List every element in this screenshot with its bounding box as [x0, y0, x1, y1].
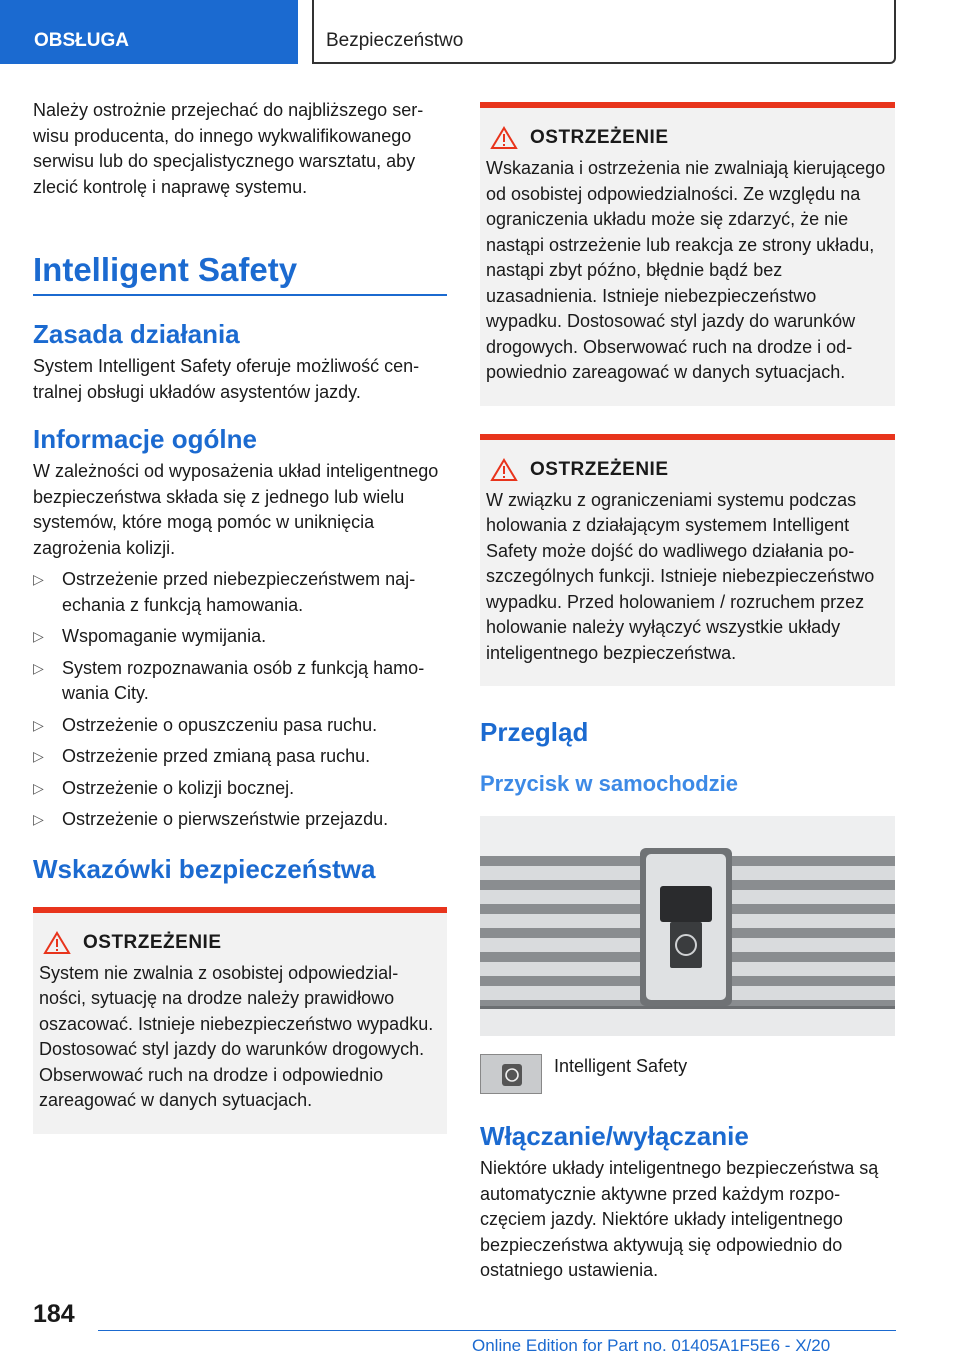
- warning-box: [33, 907, 447, 1134]
- principle-heading: Zasada działania: [33, 319, 240, 349]
- list-item: ▷ System rozpoznawania osób z funkcją hamowania City.: [33, 657, 425, 703]
- warning-triangle-icon: [486, 126, 526, 150]
- left-column: [33, 98, 447, 1134]
- list-item: ▷ Wspomaganie wymijania.: [33, 624, 447, 650]
- dashboard-photo: [480, 816, 895, 1036]
- warning-box: [480, 434, 895, 687]
- triangle-bullet-icon: ▷: [33, 779, 44, 796]
- list-item: ▷ Ostrzeżenie o kolizji bocznej.: [33, 776, 447, 802]
- footer-divider: [98, 1330, 896, 1331]
- warning-triangle-icon: [486, 458, 526, 482]
- edition-footer: Online Edition for Part no. 01405A1F5E6 - X/20: [472, 1336, 831, 1355]
- system-list: [33, 567, 447, 833]
- intro-paragraph: Należy ostrożnie przejechać do najbliższego serwisu producenta, do innego wykwalifikowanego serwisu lub do specjalistycznego warsztatu, aby zlecić kontrolę i naprawę systemu.: [33, 100, 424, 197]
- triangle-bullet-icon: ▷: [33, 748, 44, 764]
- list-item: ▷ Ostrzeżenie przed zmianą pasa ruchu.: [33, 744, 447, 770]
- page-title: Intelligent Safety: [33, 250, 447, 296]
- section-tab: [0, 0, 298, 64]
- warning-text: System nie zwalnia z osobistej odpowiedzialności, sytuację na drodze należy prawidłowo oszacować. Istnieje niebezpieczeństwo wypadku. Dostosować styl jazdy do warunków drogowych. Obserwować ruch na drodze i odpowiednio zareagować w danych sytuacjach.: [39, 962, 434, 1110]
- onoff-paragraph: Niektóre układy inteligentnego bezpieczeństwa są automatycznie aktywne przed każdym rozpoczęciem jazdy. Niektóre układy inteligentnego bezpieczeństwa aktywują się odpowiednio do ostatniego ustawienia.: [480, 1158, 879, 1280]
- triangle-bullet-icon: ▷: [33, 659, 44, 676]
- vent-illustration: [480, 816, 895, 1036]
- button-label: Intelligent Safety: [554, 1056, 688, 1076]
- triangle-bullet-icon: ▷: [33, 571, 44, 587]
- principle-paragraph: System Intelligent Safety oferuje możliwość centralnej obsługi układów asystentów jazdy.: [33, 356, 420, 402]
- warning-box: [480, 102, 895, 406]
- general-paragraph: W zależności od wyposażenia układ inteligentnego bezpieczeństwa składa się z jednego lub wielu systemów, które mogą pomóc w uniknięcia zagrożenia kolizji.: [33, 461, 439, 558]
- list-item: ▷ Ostrzeżenie o opuszczeniu pasa ruchu.: [33, 713, 447, 739]
- list-item: ▷ Ostrzeżenie przed niebezpieczeństwem najechania z funkcją hamowania.: [33, 569, 416, 615]
- section-label: OBSŁUGA: [34, 30, 129, 51]
- button-heading: Przycisk w samochodzie: [480, 771, 738, 796]
- triangle-bullet-icon: ▷: [33, 628, 44, 644]
- safety-heading: Wskazówki bezpieczeństwa: [33, 853, 376, 884]
- warning-text: Wskazania i ostrzeżenia nie zwalniają kierującego od osobistej odpowiedzialności. Ze względu na ograniczenia układu może się zdarzyć, że nie nastąpi ostrzeżenie lub reakcja ze strony układu, nastąpi zbyt późno, błędnie bądź bez uzasadnienia. Istnieje niebezpieczeństwo wypadku. Dostosować styl jazdy do warunków drogowych. Obserwować ruch na drodze i odpowiednio zareagować w danych sytuacjach.: [486, 158, 886, 382]
- list-item: ▷ Ostrzeżenie o pierwszeństwie przejazdu.: [33, 807, 447, 833]
- triangle-bullet-icon: ▷: [33, 811, 44, 827]
- general-heading: Informacje ogólne: [33, 424, 257, 454]
- warning-text: W związku z ograniczeniami systemu podczas holowania z działającym systemem Intelligent Safety może dojść do wadliwego działania poszczególnych funkcji. Istnieje niebezpieczeństwo wypadku. Przed holowaniem / rozruchem przez holowanie należy wyłączyć wszystkie układy inteligentnego bezpieczeństwa.: [486, 489, 875, 663]
- right-column: [480, 102, 895, 1284]
- page-number: 184: [33, 1300, 75, 1328]
- warning-label: OSTRZEŻENIE: [530, 127, 669, 148]
- triangle-bullet-icon: ▷: [33, 716, 44, 733]
- chapter-label: Bezpieczeństwo: [326, 30, 464, 51]
- warning-triangle-icon: [39, 931, 79, 955]
- onoff-heading: Włączanie/wyłączanie: [480, 1121, 749, 1151]
- chapter-tab: [312, 0, 896, 64]
- warning-label: OSTRZEŻENIE: [83, 931, 222, 953]
- warning-label: OSTRZEŻENIE: [530, 458, 669, 480]
- intelligent-safety-button-icon: [480, 1054, 542, 1094]
- overview-heading: Przegląd: [480, 717, 589, 747]
